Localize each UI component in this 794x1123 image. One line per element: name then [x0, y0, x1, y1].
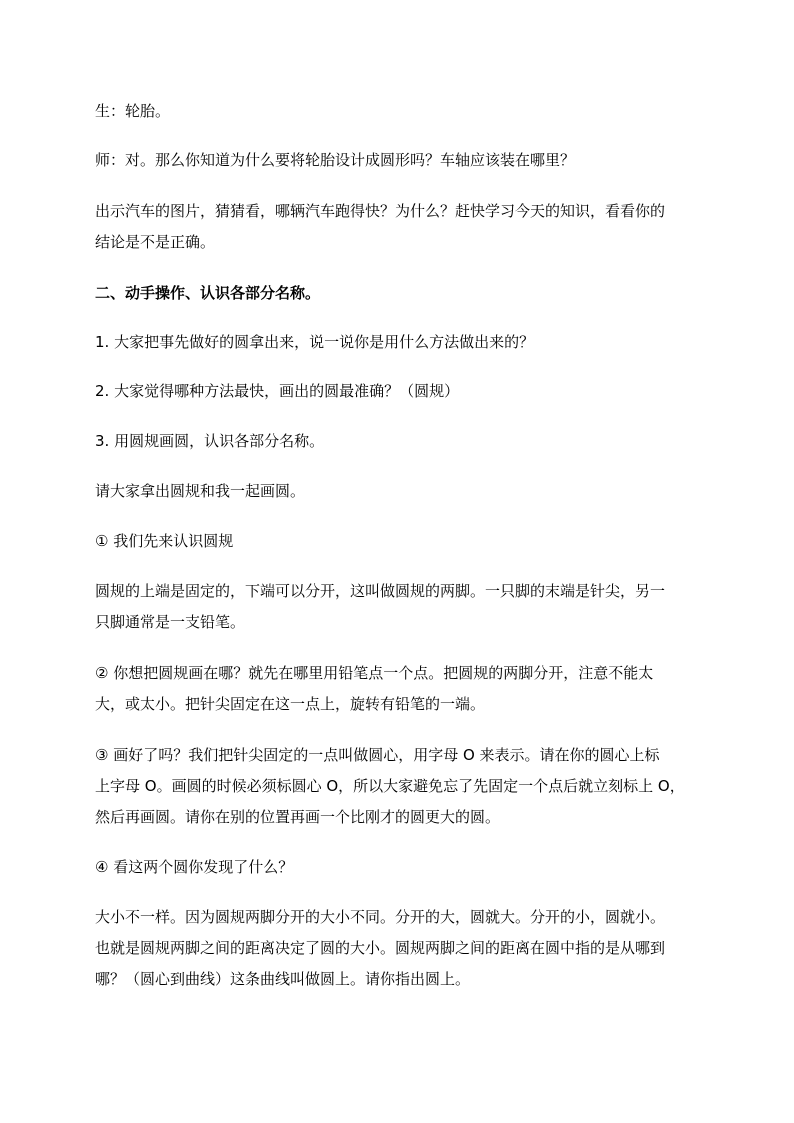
paragraph-compass-description	[95, 576, 705, 638]
text-line: ③ 画好了吗？我们把针尖固定的一点叫做圆心，用字母 O 来表示。请在你的圆心上标	[95, 746, 660, 764]
paragraph-size-conclusion	[95, 902, 705, 995]
text-line: 请大家拿出圆规和我一起画圆。	[95, 482, 306, 500]
text-line: 生：轮胎。	[95, 102, 171, 120]
text-line: 出示汽车的图片，猜猜看，哪辆汽车跑得快？为什么？赶快学习今天的知识，看看你的	[95, 202, 666, 220]
text-line: 圆规的上端是固定的，下端可以分开，这叫做圆规的两脚。一只脚的末端是针尖，另一	[95, 582, 666, 600]
text-line: 1. 大家把事先做好的圆拿出来，说一说你是用什么方法做出来的？	[95, 333, 535, 351]
paragraph-student-answer	[95, 96, 705, 127]
text-line: 师：对。那么你知道为什么要将轮胎设计成圆形吗？车轴应该装在哪里？	[95, 151, 576, 169]
list-item-3	[95, 426, 705, 457]
list-item-2	[95, 376, 705, 407]
step-2	[95, 658, 705, 720]
text-line: ② 你想把圆规画在哪？就先在哪里用铅笔点一个点。把圆规的两脚分开，注意不能太	[95, 664, 654, 682]
text-line: 也就是圆规两脚之间的距离决定了圆的大小。圆规两脚之间的距离在圆中指的是从哪到	[95, 939, 666, 957]
text-line: 3. 用圆规画圆，认识各部分名称。	[95, 432, 325, 450]
text-line: 只脚通常是一支铅笔。	[95, 613, 246, 631]
paragraph-teacher-question	[95, 145, 705, 176]
text-line: 2. 大家觉得哪种方法最快，画出的圆最准确？（圆规）	[95, 382, 460, 400]
text-line: 哪？（圆心到曲线）这条曲线叫做圆上。请你指出圆上。	[95, 970, 471, 988]
text-line: 然后再画圆。请你在别的位置再画一个比刚才的圆更大的圆。	[95, 808, 501, 826]
step-4	[95, 852, 705, 883]
text-line: 上字母 O。画圆的时候必须标圆心 O，所以大家避免忘了先固定一个点后就立刻标上 O，	[95, 777, 685, 795]
paragraph-car-picture	[95, 196, 705, 258]
step-3	[95, 740, 705, 833]
text-line: 结论是不是正确。	[95, 233, 216, 251]
text-line: 大，或太小。把针尖固定在这一点上，旋转有铅笔的一端。	[95, 695, 486, 713]
text-line: 大小不一样。因为圆规两脚分开的大小不同。分开的大，圆就大。分开的小，圆就小。	[95, 908, 666, 926]
section-heading	[95, 278, 705, 309]
paragraph-instruction	[95, 476, 705, 507]
list-item-1	[95, 327, 705, 358]
text-line: ① 我们先来认识圆规	[95, 532, 234, 550]
step-1	[95, 526, 705, 557]
text-line: ④ 看这两个圆你发现了什么？	[95, 858, 294, 876]
text-line: 二、动手操作、认识各部分名称。	[95, 284, 321, 302]
